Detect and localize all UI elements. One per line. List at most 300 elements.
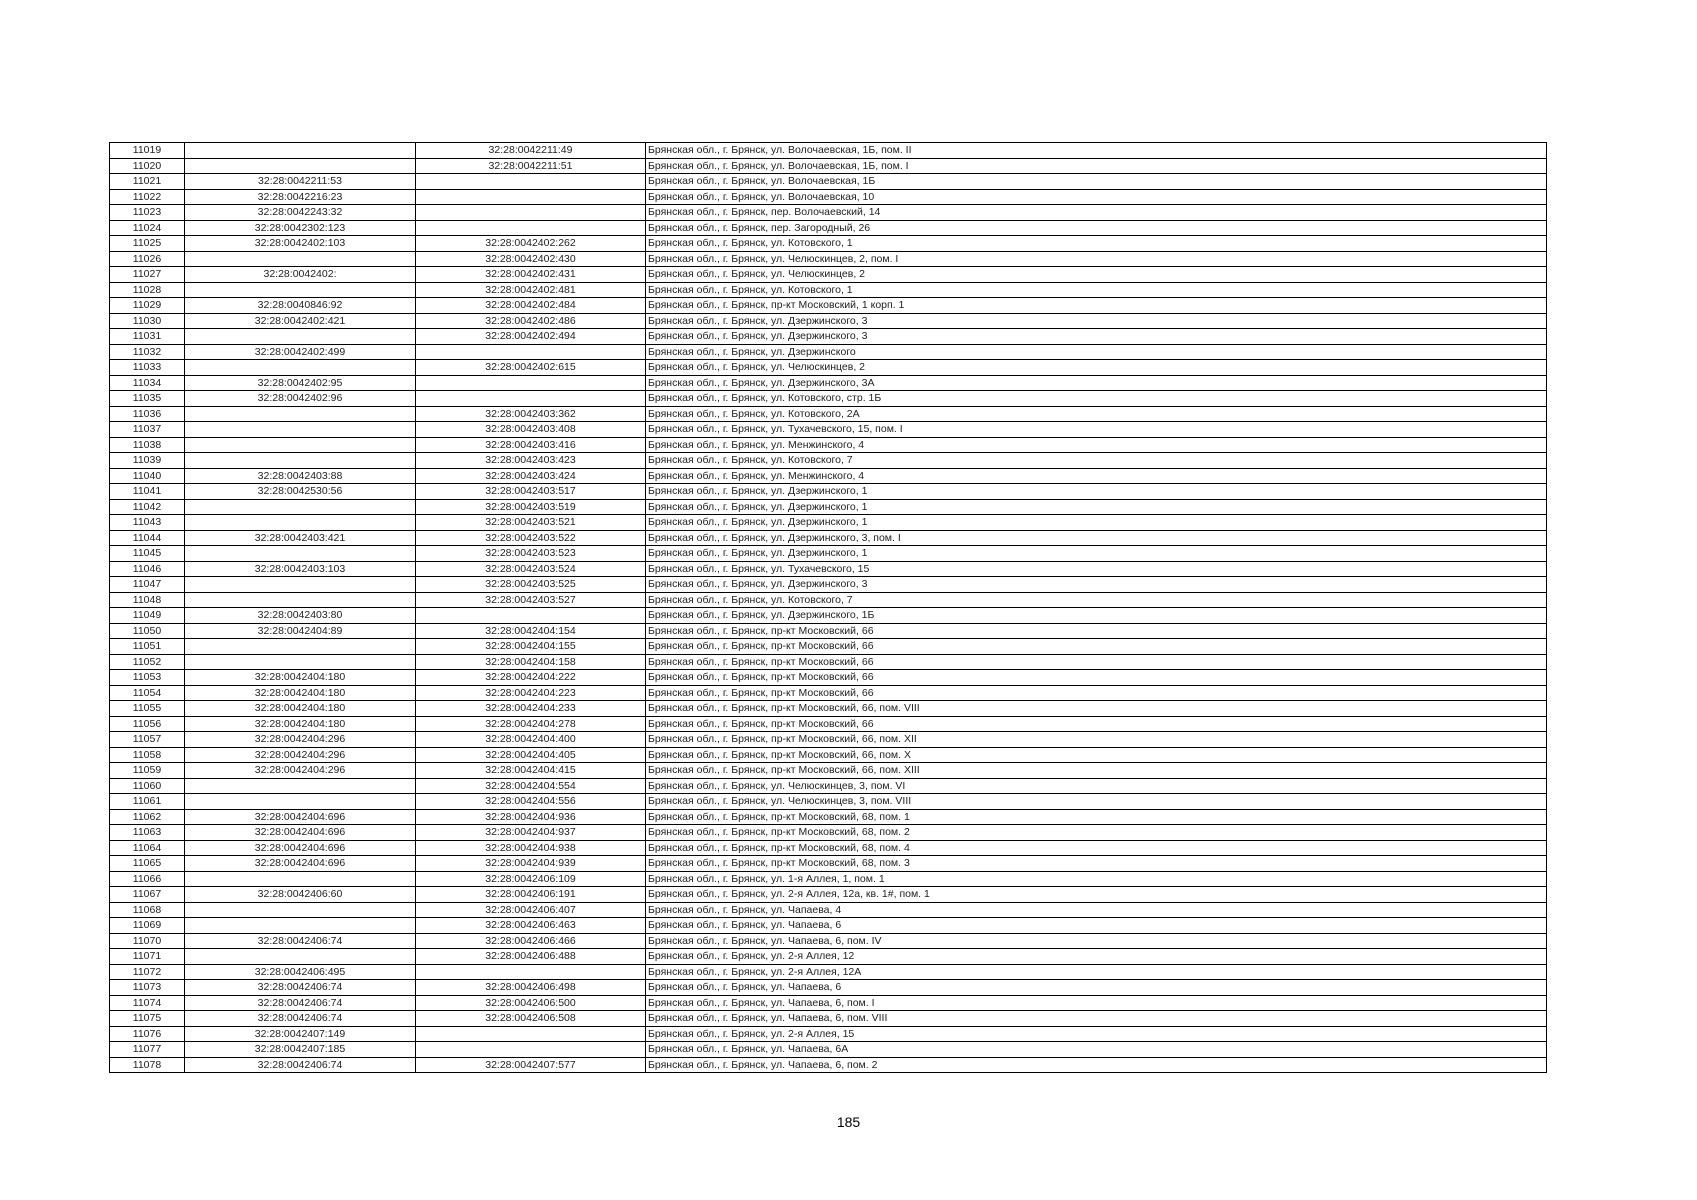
parent-cadastral-number-cell: 32:28:0042211:53 [185, 174, 416, 190]
address-cell: Брянская обл., г. Брянск, пр-кт Московский, 66, пом. X [646, 747, 1547, 763]
table-row [110, 918, 1547, 934]
cadastral-number-cell [416, 608, 646, 624]
parent-cadastral-number-cell: 32:28:0042407:185 [185, 1042, 416, 1058]
address-cell: Брянская обл., г. Брянск, ул. Волочаевская, 1Б, пом. II [646, 143, 1547, 159]
address-cell: Брянская обл., г. Брянск, ул. Чапаева, 6, пом. 2 [646, 1057, 1547, 1073]
address-cell: Брянская обл., г. Брянск, пр-кт Московский, 68, пом. 1 [646, 809, 1547, 825]
row-number-cell: 11028 [110, 282, 185, 298]
parent-cadastral-number-cell [185, 871, 416, 887]
parent-cadastral-number-cell: 32:28:0042404:180 [185, 701, 416, 717]
cadastral-number-cell: 32:28:0042406:500 [416, 995, 646, 1011]
row-number-cell: 11029 [110, 298, 185, 314]
address-cell: Брянская обл., г. Брянск, ул. Волочаевская, 10 [646, 189, 1547, 205]
cadastral-number-cell: 32:28:0042403:521 [416, 515, 646, 531]
parent-cadastral-number-cell: 32:28:0042406:74 [185, 995, 416, 1011]
address-cell: Брянская обл., г. Брянск, ул. Котовского, стр. 1Б [646, 391, 1547, 407]
address-cell: Брянская обл., г. Брянск, ул. Волочаевская, 1Б, пом. I [646, 158, 1547, 174]
table-row [110, 391, 1547, 407]
row-number-cell: 11067 [110, 887, 185, 903]
row-number-cell: 11066 [110, 871, 185, 887]
row-number-cell: 11071 [110, 949, 185, 965]
row-number-cell: 11047 [110, 577, 185, 593]
table-row [110, 964, 1547, 980]
table-row [110, 561, 1547, 577]
row-number-cell: 11077 [110, 1042, 185, 1058]
row-number-cell: 11019 [110, 143, 185, 159]
table-row [110, 1057, 1547, 1073]
cadastral-number-cell: 32:28:0042404:233 [416, 701, 646, 717]
table-row [110, 267, 1547, 283]
cadastral-number-cell: 32:28:0042403:524 [416, 561, 646, 577]
address-cell: Брянская обл., г. Брянск, ул. Чапаева, 6А [646, 1042, 1547, 1058]
parent-cadastral-number-cell: 32:28:0042402:421 [185, 313, 416, 329]
cadastral-number-cell: 32:28:0042211:49 [416, 143, 646, 159]
row-number-cell: 11048 [110, 592, 185, 608]
table-row [110, 282, 1547, 298]
parent-cadastral-number-cell [185, 794, 416, 810]
table-row [110, 143, 1547, 159]
cadastral-number-cell: 32:28:0042406:109 [416, 871, 646, 887]
address-cell: Брянская обл., г. Брянск, ул. Менжинского, 4 [646, 468, 1547, 484]
table-row [110, 158, 1547, 174]
row-number-cell: 11032 [110, 344, 185, 360]
address-cell: Брянская обл., г. Брянск, ул. Дзержинского, 3, пом. I [646, 530, 1547, 546]
row-number-cell: 11070 [110, 933, 185, 949]
cadastral-number-cell: 32:28:0042404:554 [416, 778, 646, 794]
table-row [110, 453, 1547, 469]
address-cell: Брянская обл., г. Брянск, ул. Дзержинского, 1 [646, 484, 1547, 500]
address-cell: Брянская обл., г. Брянск, ул. Дзержинского, 3 [646, 313, 1547, 329]
table-row [110, 732, 1547, 748]
parent-cadastral-number-cell [185, 577, 416, 593]
row-number-cell: 11051 [110, 639, 185, 655]
table-row [110, 763, 1547, 779]
table-row [110, 902, 1547, 918]
row-number-cell: 11038 [110, 437, 185, 453]
address-cell: Брянская обл., г. Брянск, ул. Чапаева, 6, пом. I [646, 995, 1547, 1011]
table-row [110, 174, 1547, 190]
address-cell: Брянская обл., г. Брянск, пр-кт Московский, 68, пом. 2 [646, 825, 1547, 841]
parent-cadastral-number-cell: 32:28:0042404:89 [185, 623, 416, 639]
cadastral-number-cell: 32:28:0042402:494 [416, 329, 646, 345]
address-cell: Брянская обл., г. Брянск, пер. Волочаевский, 14 [646, 205, 1547, 221]
cadastral-number-cell: 32:28:0042404:936 [416, 809, 646, 825]
table-row [110, 856, 1547, 872]
row-number-cell: 11027 [110, 267, 185, 283]
address-cell: Брянская обл., г. Брянск, ул. Дзержинского, 1 [646, 515, 1547, 531]
table-row [110, 592, 1547, 608]
cadastral-number-cell [416, 344, 646, 360]
parent-cadastral-number-cell [185, 406, 416, 422]
table-row [110, 794, 1547, 810]
parent-cadastral-number-cell [185, 422, 416, 438]
cadastral-number-cell: 32:28:0042403:525 [416, 577, 646, 593]
parent-cadastral-number-cell: 32:28:0042404:696 [185, 840, 416, 856]
parent-cadastral-number-cell [185, 499, 416, 515]
row-number-cell: 11026 [110, 251, 185, 267]
table-row [110, 1026, 1547, 1042]
address-cell: Брянская обл., г. Брянск, ул. Дзержинского, 3 [646, 329, 1547, 345]
table-row [110, 437, 1547, 453]
row-number-cell: 11035 [110, 391, 185, 407]
row-number-cell: 11034 [110, 375, 185, 391]
row-number-cell: 11040 [110, 468, 185, 484]
parent-cadastral-number-cell [185, 515, 416, 531]
cadastral-number-cell [416, 205, 646, 221]
cadastral-number-cell: 32:28:0042406:466 [416, 933, 646, 949]
parent-cadastral-number-cell: 32:28:0042404:696 [185, 809, 416, 825]
cadastral-number-cell: 32:28:0042403:424 [416, 468, 646, 484]
address-cell: Брянская обл., г. Брянск, пр-кт Московский, 68, пом. 4 [646, 840, 1547, 856]
row-number-cell: 11061 [110, 794, 185, 810]
parent-cadastral-number-cell [185, 949, 416, 965]
address-cell: Брянская обл., г. Брянск, ул. 2-я Аллея, 12А [646, 964, 1547, 980]
cadastral-number-cell: 32:28:0042404:415 [416, 763, 646, 779]
parent-cadastral-number-cell: 32:28:0042404:180 [185, 685, 416, 701]
address-cell: Брянская обл., г. Брянск, пер. Загородный, 26 [646, 220, 1547, 236]
address-cell: Брянская обл., г. Брянск, пр-кт Московский, 66, пом. VIII [646, 701, 1547, 717]
parent-cadastral-number-cell: 32:28:0042404:296 [185, 732, 416, 748]
address-cell: Брянская обл., г. Брянск, пр-кт Московский, 68, пом. 3 [646, 856, 1547, 872]
cadastral-number-cell: 32:28:0042403:362 [416, 406, 646, 422]
cadastral-number-cell: 32:28:0042406:508 [416, 1011, 646, 1027]
row-number-cell: 11060 [110, 778, 185, 794]
table-row [110, 329, 1547, 345]
cadastral-number-cell: 32:28:0042406:498 [416, 980, 646, 996]
row-number-cell: 11043 [110, 515, 185, 531]
parent-cadastral-number-cell: 32:28:0042404:696 [185, 825, 416, 841]
table-row [110, 530, 1547, 546]
cadastral-number-cell [416, 964, 646, 980]
address-cell: Брянская обл., г. Брянск, ул. Котовского, 7 [646, 453, 1547, 469]
parent-cadastral-number-cell: 32:28:0042407:149 [185, 1026, 416, 1042]
parent-cadastral-number-cell: 32:28:0042402:95 [185, 375, 416, 391]
row-number-cell: 11076 [110, 1026, 185, 1042]
table-row [110, 685, 1547, 701]
address-cell: Брянская обл., г. Брянск, ул. Дзержинского, 3 [646, 577, 1547, 593]
parent-cadastral-number-cell: 32:28:0042404:180 [185, 670, 416, 686]
address-cell: Брянская обл., г. Брянск, пр-кт Московский, 66 [646, 685, 1547, 701]
table-row [110, 949, 1547, 965]
address-cell: Брянская обл., г. Брянск, ул. Чапаева, 6 [646, 980, 1547, 996]
parent-cadastral-number-cell: 32:28:0042406:60 [185, 887, 416, 903]
table-row [110, 468, 1547, 484]
row-number-cell: 11052 [110, 654, 185, 670]
row-number-cell: 11045 [110, 546, 185, 562]
table-row [110, 205, 1547, 221]
address-cell: Брянская обл., г. Брянск, пр-кт Московский, 1 корп. 1 [646, 298, 1547, 314]
table-row [110, 220, 1547, 236]
parent-cadastral-number-cell: 32:28:0042243:32 [185, 205, 416, 221]
address-cell: Брянская обл., г. Брянск, ул. 2-я Аллея, 15 [646, 1026, 1547, 1042]
table-row [110, 515, 1547, 531]
cadastral-number-cell: 32:28:0042406:191 [416, 887, 646, 903]
row-number-cell: 11025 [110, 236, 185, 252]
address-cell: Брянская обл., г. Брянск, ул. Челюскинцев, 3, пом. VIII [646, 794, 1547, 810]
table-row [110, 236, 1547, 252]
address-cell: Брянская обл., г. Брянск, ул. Дзержинского, 1 [646, 499, 1547, 515]
address-cell: Брянская обл., г. Брянск, ул. Тухачевского, 15, пом. I [646, 422, 1547, 438]
table-row [110, 840, 1547, 856]
address-cell: Брянская обл., г. Брянск, ул. 2-я Аллея, 12а, кв. 1#, пом. 1 [646, 887, 1547, 903]
cadastral-number-cell: 32:28:0042404:154 [416, 623, 646, 639]
row-number-cell: 11020 [110, 158, 185, 174]
parent-cadastral-number-cell [185, 546, 416, 562]
row-number-cell: 11069 [110, 918, 185, 934]
address-cell: Брянская обл., г. Брянск, ул. Котовского, 1 [646, 282, 1547, 298]
cadastral-number-cell: 32:28:0042402:481 [416, 282, 646, 298]
parent-cadastral-number-cell: 32:28:0042404:296 [185, 763, 416, 779]
cadastral-number-cell: 32:28:0042403:408 [416, 422, 646, 438]
row-number-cell: 11053 [110, 670, 185, 686]
cadastral-number-cell: 32:28:0042404:278 [416, 716, 646, 732]
cadastral-number-cell: 32:28:0042403:517 [416, 484, 646, 500]
parent-cadastral-number-cell [185, 453, 416, 469]
parent-cadastral-number-cell: 32:28:0042406:74 [185, 980, 416, 996]
row-number-cell: 11075 [110, 1011, 185, 1027]
parent-cadastral-number-cell: 32:28:0042403:88 [185, 468, 416, 484]
cadastral-number-cell: 32:28:0042403:523 [416, 546, 646, 562]
parent-cadastral-number-cell: 32:28:0042402:96 [185, 391, 416, 407]
parent-cadastral-number-cell [185, 778, 416, 794]
row-number-cell: 11046 [110, 561, 185, 577]
parent-cadastral-number-cell: 32:28:0042403:103 [185, 561, 416, 577]
row-number-cell: 11063 [110, 825, 185, 841]
row-number-cell: 11039 [110, 453, 185, 469]
cadastral-number-cell: 32:28:0042406:488 [416, 949, 646, 965]
parent-cadastral-number-cell [185, 918, 416, 934]
address-cell: Брянская обл., г. Брянск, ул. Дзержинского, 1 [646, 546, 1547, 562]
row-number-cell: 11021 [110, 174, 185, 190]
row-number-cell: 11022 [110, 189, 185, 205]
address-cell: Брянская обл., г. Брянск, ул. Челюскинцев, 2 [646, 267, 1547, 283]
address-cell: Брянская обл., г. Брянск, ул. Тухачевского, 15 [646, 561, 1547, 577]
cadastral-number-cell: 32:28:0042404:937 [416, 825, 646, 841]
table-row [110, 887, 1547, 903]
cadastral-number-cell: 32:28:0042403:416 [416, 437, 646, 453]
table-row [110, 701, 1547, 717]
table-row [110, 747, 1547, 763]
table-row [110, 344, 1547, 360]
row-number-cell: 11058 [110, 747, 185, 763]
table-row [110, 1042, 1547, 1058]
table-row [110, 778, 1547, 794]
parent-cadastral-number-cell: 32:28:0042402: [185, 267, 416, 283]
row-number-cell: 11030 [110, 313, 185, 329]
page-number: 185 [836, 1114, 861, 1130]
table-row [110, 608, 1547, 624]
table-row [110, 1011, 1547, 1027]
cadastral-number-cell [416, 375, 646, 391]
cadastral-number-cell: 32:28:0042402:615 [416, 360, 646, 376]
parent-cadastral-number-cell [185, 329, 416, 345]
parent-cadastral-number-cell: 32:28:0042406:74 [185, 1057, 416, 1073]
address-cell: Брянская обл., г. Брянск, ул. Дзержинского, 3А [646, 375, 1547, 391]
table-row [110, 980, 1547, 996]
table-row [110, 995, 1547, 1011]
table-row [110, 809, 1547, 825]
address-cell: Брянская обл., г. Брянск, ул. Челюскинцев, 3, пом. VI [646, 778, 1547, 794]
parent-cadastral-number-cell: 32:28:0042302:123 [185, 220, 416, 236]
cadastral-number-cell: 32:28:0042211:51 [416, 158, 646, 174]
parent-cadastral-number-cell: 32:28:0042406:495 [185, 964, 416, 980]
row-number-cell: 11041 [110, 484, 185, 500]
row-number-cell: 11050 [110, 623, 185, 639]
row-number-cell: 11049 [110, 608, 185, 624]
parent-cadastral-number-cell [185, 437, 416, 453]
address-cell: Брянская обл., г. Брянск, ул. Челюскинцев, 2 [646, 360, 1547, 376]
row-number-cell: 11059 [110, 763, 185, 779]
table-row [110, 546, 1547, 562]
table-row [110, 406, 1547, 422]
table-row [110, 499, 1547, 515]
parent-cadastral-number-cell [185, 251, 416, 267]
table-row [110, 298, 1547, 314]
cadastral-number-cell [416, 174, 646, 190]
address-cell: Брянская обл., г. Брянск, пр-кт Московский, 66 [646, 670, 1547, 686]
cadastral-number-cell: 32:28:0042406:463 [416, 918, 646, 934]
row-number-cell: 11074 [110, 995, 185, 1011]
address-cell: Брянская обл., г. Брянск, ул. Челюскинцев, 2, пом. I [646, 251, 1547, 267]
parent-cadastral-number-cell: 32:28:0042403:421 [185, 530, 416, 546]
row-number-cell: 11033 [110, 360, 185, 376]
cadastral-number-cell: 32:28:0042404:155 [416, 639, 646, 655]
parent-cadastral-number-cell: 32:28:0042406:74 [185, 1011, 416, 1027]
parent-cadastral-number-cell: 32:28:0042216:23 [185, 189, 416, 205]
table-row [110, 716, 1547, 732]
table-row [110, 871, 1547, 887]
table-row [110, 639, 1547, 655]
address-cell: Брянская обл., г. Брянск, ул. Дзержинского, 1Б [646, 608, 1547, 624]
parent-cadastral-number-cell [185, 282, 416, 298]
parent-cadastral-number-cell: 32:28:0042404:696 [185, 856, 416, 872]
address-cell: Брянская обл., г. Брянск, пр-кт Московский, 66 [646, 623, 1547, 639]
address-cell: Брянская обл., г. Брянск, ул. Чапаева, 6, пом. IV [646, 933, 1547, 949]
parent-cadastral-number-cell [185, 592, 416, 608]
row-number-cell: 11065 [110, 856, 185, 872]
address-cell: Брянская обл., г. Брянск, ул. Котовского, 1 [646, 236, 1547, 252]
cadastral-number-cell [416, 1042, 646, 1058]
address-cell: Брянская обл., г. Брянск, ул. Дзержинского [646, 344, 1547, 360]
row-number-cell: 11055 [110, 701, 185, 717]
cadastral-number-cell: 32:28:0042404:158 [416, 654, 646, 670]
cadastral-number-cell: 32:28:0042403:423 [416, 453, 646, 469]
table-row [110, 375, 1547, 391]
cadastral-number-cell: 32:28:0042404:405 [416, 747, 646, 763]
cadastral-number-cell: 32:28:0042402:486 [416, 313, 646, 329]
row-number-cell: 11056 [110, 716, 185, 732]
parent-cadastral-number-cell: 32:28:0042402:103 [185, 236, 416, 252]
registry-table-body [110, 143, 1547, 1073]
table-row [110, 189, 1547, 205]
table-row [110, 654, 1547, 670]
cadastral-registry-table [109, 142, 1547, 1073]
table-row [110, 422, 1547, 438]
cadastral-number-cell: 32:28:0042404:939 [416, 856, 646, 872]
cadastral-number-cell: 32:28:0042404:938 [416, 840, 646, 856]
cadastral-number-cell: 32:28:0042407:577 [416, 1057, 646, 1073]
address-cell: Брянская обл., г. Брянск, ул. 2-я Аллея, 12 [646, 949, 1547, 965]
parent-cadastral-number-cell [185, 360, 416, 376]
row-number-cell: 11024 [110, 220, 185, 236]
parent-cadastral-number-cell: 32:28:0042404:180 [185, 716, 416, 732]
address-cell: Брянская обл., г. Брянск, пр-кт Московский, 66 [646, 639, 1547, 655]
cadastral-number-cell: 32:28:0042402:431 [416, 267, 646, 283]
row-number-cell: 11044 [110, 530, 185, 546]
address-cell: Брянская обл., г. Брянск, ул. Котовского, 2А [646, 406, 1547, 422]
address-cell: Брянская обл., г. Брянск, пр-кт Московский, 66, пом. XII [646, 732, 1547, 748]
address-cell: Брянская обл., г. Брянск, ул. Котовского, 7 [646, 592, 1547, 608]
address-cell: Брянская обл., г. Брянск, пр-кт Московский, 66 [646, 654, 1547, 670]
row-number-cell: 11078 [110, 1057, 185, 1073]
cadastral-number-cell: 32:28:0042404:556 [416, 794, 646, 810]
row-number-cell: 11062 [110, 809, 185, 825]
row-number-cell: 11031 [110, 329, 185, 345]
cadastral-number-cell [416, 391, 646, 407]
table-row [110, 825, 1547, 841]
cadastral-number-cell: 32:28:0042402:484 [416, 298, 646, 314]
row-number-cell: 11037 [110, 422, 185, 438]
cadastral-number-cell: 32:28:0042403:522 [416, 530, 646, 546]
parent-cadastral-number-cell: 32:28:0042403:80 [185, 608, 416, 624]
parent-cadastral-number-cell [185, 158, 416, 174]
cadastral-number-cell: 32:28:0042404:223 [416, 685, 646, 701]
row-number-cell: 11072 [110, 964, 185, 980]
address-cell: Брянская обл., г. Брянск, пр-кт Московский, 66, пом. XIII [646, 763, 1547, 779]
row-number-cell: 11068 [110, 902, 185, 918]
row-number-cell: 11036 [110, 406, 185, 422]
address-cell: Брянская обл., г. Брянск, ул. Чапаева, 4 [646, 902, 1547, 918]
cadastral-number-cell: 32:28:0042403:519 [416, 499, 646, 515]
row-number-cell: 11023 [110, 205, 185, 221]
parent-cadastral-number-cell: 32:28:0040846:92 [185, 298, 416, 314]
table-row [110, 360, 1547, 376]
parent-cadastral-number-cell [185, 143, 416, 159]
table-row [110, 577, 1547, 593]
address-cell: Брянская обл., г. Брянск, ул. Чапаева, 6 [646, 918, 1547, 934]
parent-cadastral-number-cell: 32:28:0042530:56 [185, 484, 416, 500]
table-row [110, 623, 1547, 639]
parent-cadastral-number-cell: 32:28:0042406:74 [185, 933, 416, 949]
cadastral-number-cell: 32:28:0042404:400 [416, 732, 646, 748]
address-cell: Брянская обл., г. Брянск, ул. Волочаевская, 1Б [646, 174, 1547, 190]
row-number-cell: 11073 [110, 980, 185, 996]
table-row [110, 251, 1547, 267]
cadastral-number-cell: 32:28:0042406:407 [416, 902, 646, 918]
row-number-cell: 11042 [110, 499, 185, 515]
row-number-cell: 11064 [110, 840, 185, 856]
address-cell: Брянская обл., г. Брянск, ул. Чапаева, 6, пом. VIII [646, 1011, 1547, 1027]
table-row [110, 313, 1547, 329]
cadastral-number-cell: 32:28:0042402:430 [416, 251, 646, 267]
parent-cadastral-number-cell [185, 639, 416, 655]
cadastral-number-cell [416, 220, 646, 236]
parent-cadastral-number-cell [185, 654, 416, 670]
row-number-cell: 11057 [110, 732, 185, 748]
address-cell: Брянская обл., г. Брянск, ул. Менжинского, 4 [646, 437, 1547, 453]
table-row [110, 933, 1547, 949]
parent-cadastral-number-cell: 32:28:0042402:499 [185, 344, 416, 360]
cadastral-number-cell [416, 189, 646, 205]
address-cell: Брянская обл., г. Брянск, ул. 1-я Аллея, 1, пом. 1 [646, 871, 1547, 887]
cadastral-number-cell: 32:28:0042403:527 [416, 592, 646, 608]
table-row [110, 484, 1547, 500]
parent-cadastral-number-cell: 32:28:0042404:296 [185, 747, 416, 763]
cadastral-number-cell: 32:28:0042404:222 [416, 670, 646, 686]
row-number-cell: 11054 [110, 685, 185, 701]
table-row [110, 670, 1547, 686]
parent-cadastral-number-cell [185, 902, 416, 918]
